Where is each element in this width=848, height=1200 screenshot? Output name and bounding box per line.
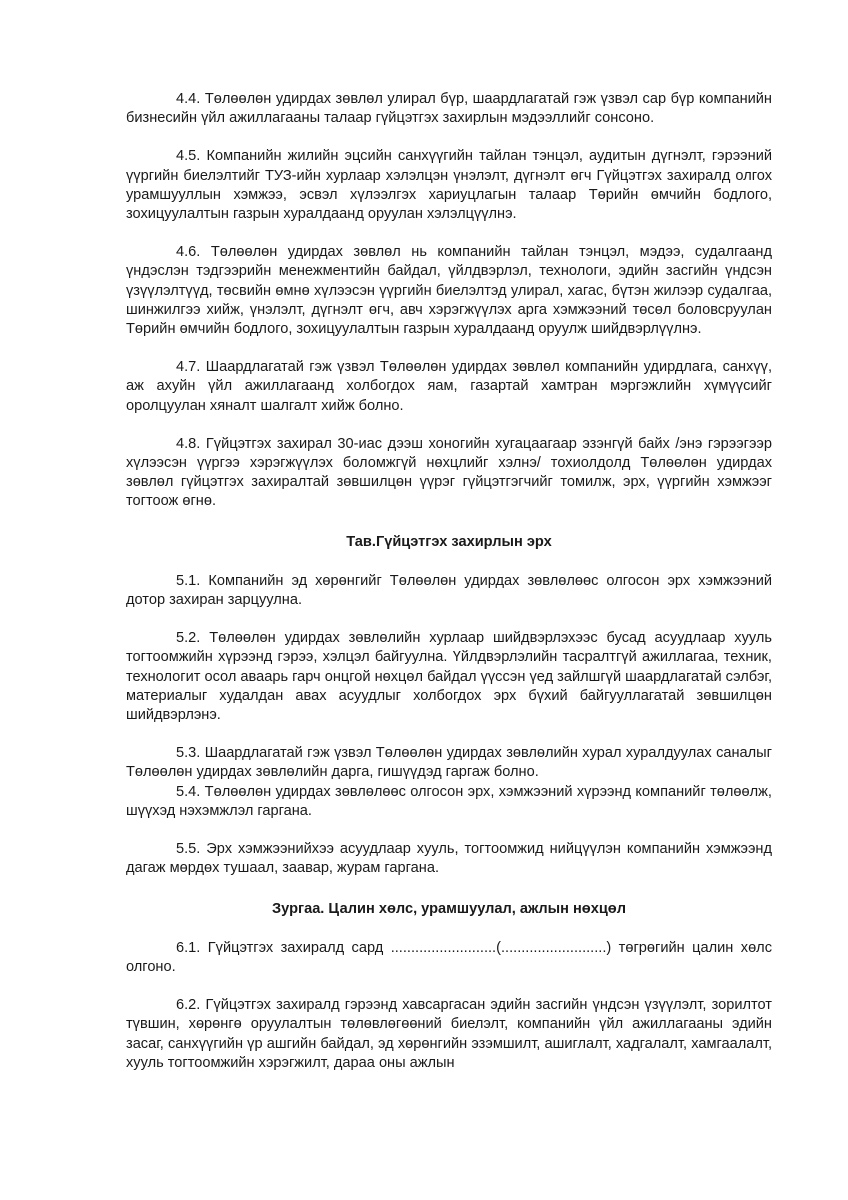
clause-5-4: 5.4. Төлөөлөн удирдах зөвлөлөөс олгосон эрх, хэмжээний хүрээнд компанийг төлөөлж, шүүхэд нэхэмжлэл гаргана. (126, 783, 772, 819)
clause-4-7: 4.7. Шаардлагатай гэж үзвэл Төлөөлөн удирдах зөвлөл компанийн удирдлага, санхүү, аж ахуйн үйл ажиллагаанд холбогдох яам, газартай хамтран мэргэжлийн хүмүүсийг оролцуулан хяналт шалгалт хийж болно. (126, 359, 772, 414)
clause-6-1: 6.1. Гүйцэтгэх захиралд сард ..........................(..........................) төгрөгийн цалин хөлс олгоно. (126, 939, 772, 975)
document-page (126, 90, 772, 1092)
section-5-heading: Тав.Гүйцэтгэх захирлын эрх (346, 533, 552, 550)
clause-4-4: 4.4. Төлөөлөн удирдах зөвлөл улирал бүр, шаардлагатай гэж үзвэл сар бүр компанийн бизнесийн үйл ажиллагааны талаар гүйцэтгэх захирлын мэдээллийг сонсоно. (126, 91, 772, 127)
clause-4-8: 4.8. Гүйцэтгэх захирал 30-иас дээш хоногийн хугацаагаар эзэнгүй байх /энэ гэрээгээр хүлээсэн үүргээ хэрэгжүүлэх боломжгүй нөхцлийг хэлнэ/ тохиолдолд Төлөөлөн удирдах зөвлөл гүйцэтгэх захиралтай зөвшилцөн үүрэг гүйцэтгэгчийг томилж, эрх, үүргийн хэмжээг тогтоож өгнө. (126, 435, 772, 510)
clause-5-1: 5.1. Компанийн эд хөрөнгийг Төлөөлөн удирдах зөвлөлөөс олгосон эрх хэмжээний дотор захиран зарцуулна. (126, 572, 772, 609)
clause-4-6: 4.6. Төлөөлөн удирдах зөвлөл нь компанийн тайлан тэнцэл, мэдээ, судалгаанд үндэслэн тэдгээрийн менежментийн байдал, үйлдвэрлэл, технологи, эдийн засгийн үндсэн үзүүлэлтүүд, төсвийн өмнө хүлээсэн үүргийн биелэлтэд улирал, хагас, бүтэн жилээр судалгаа, шинжилгээ хийж, үнэлэлт, дүгнэлт өгч, авч хэрэгжүүлэх арга хэмжээний төсөл боловсруулан Төрийн өмчийн бодлого, зохицуулалтын газрын хуралдаанд оруулж шийдвэрлүүлнэ. (126, 244, 772, 338)
clause-5-5: 5.5. Эрх хэмжээнийхээ асуудлаар хууль, тогтоомжид нийцүүлэн компанийн хэмжээнд дагаж мөрдөх тушаал, заавар, журам гаргана. (126, 841, 772, 877)
section-6-heading: Зургаа. Цалин хөлс, урамшуулал, ажлын нөхцөл (272, 900, 626, 917)
clause-5-2: 5.2. Төлөөлөн удирдах зөвлөлийн хурлаар шийдвэрлэхээс бусад асуудлаар хууль тогтоомжийн хүрээнд гэрээ, хэлцэл байгуулна. Үйлдвэрлэлийн тасралтгүй ажиллагаа, техник, технологит осол аваарь гарч онцгой нөхцөл байдал үүссэн үед зайлшгүй шаардлагатай сэлбэг, материалыг худалдан авах асуудлыг холбогдох эрх бүхий байгууллагатай зөвшилцөн шийдвэрлэнэ. (126, 630, 773, 724)
clause-6-2: 6.2. Гүйцэтгэх захиралд гэрээнд хавсаргасан эдийн засгийн үндсэн үзүүлэлт, зорилтот түвшин, хөрөнгө оруулалтын төлөвлөгөөний биелэлт, компанийн үйл ажиллагааны эдийн засаг, санхүүгийн үр ашгийн байдал, эд хөрөнгийн эзэмшилт, ашиглалт, хадгалалт, хамгаалалт, хууль тогтоомжийн хэрэгжилт, дараа оны ажлын (126, 997, 772, 1071)
clause-4-5: 4.5. Компанийн жилийн эцсийн санхүүгийн тайлан тэнцэл, аудитын дүгнэлт, гэрээний үүргийн биелэлтийг ТУЗ-ийн хурлаар хэлэлцэн үнэлэлт, дүгнэлт өгч Гүйцэтгэх захиралд олгох урамшууллын хэмжээ, эсвэл хүлээлгэх хариуцлагын талаар Төрийн өмчийн бодлого, зохицуулалтын газрын хуралдаанд оруулан хэлэлцүүлнэ. (126, 148, 772, 223)
clause-5-3: 5.3. Шаардлагатай гэж үзвэл Төлөөлөн удирдах зөвлөлийн хурал хуралдуулах саналыг Төлөөлөн удирдах зөвлөлийн дарга, гишүүдэд гаргаж болно. (126, 745, 772, 781)
